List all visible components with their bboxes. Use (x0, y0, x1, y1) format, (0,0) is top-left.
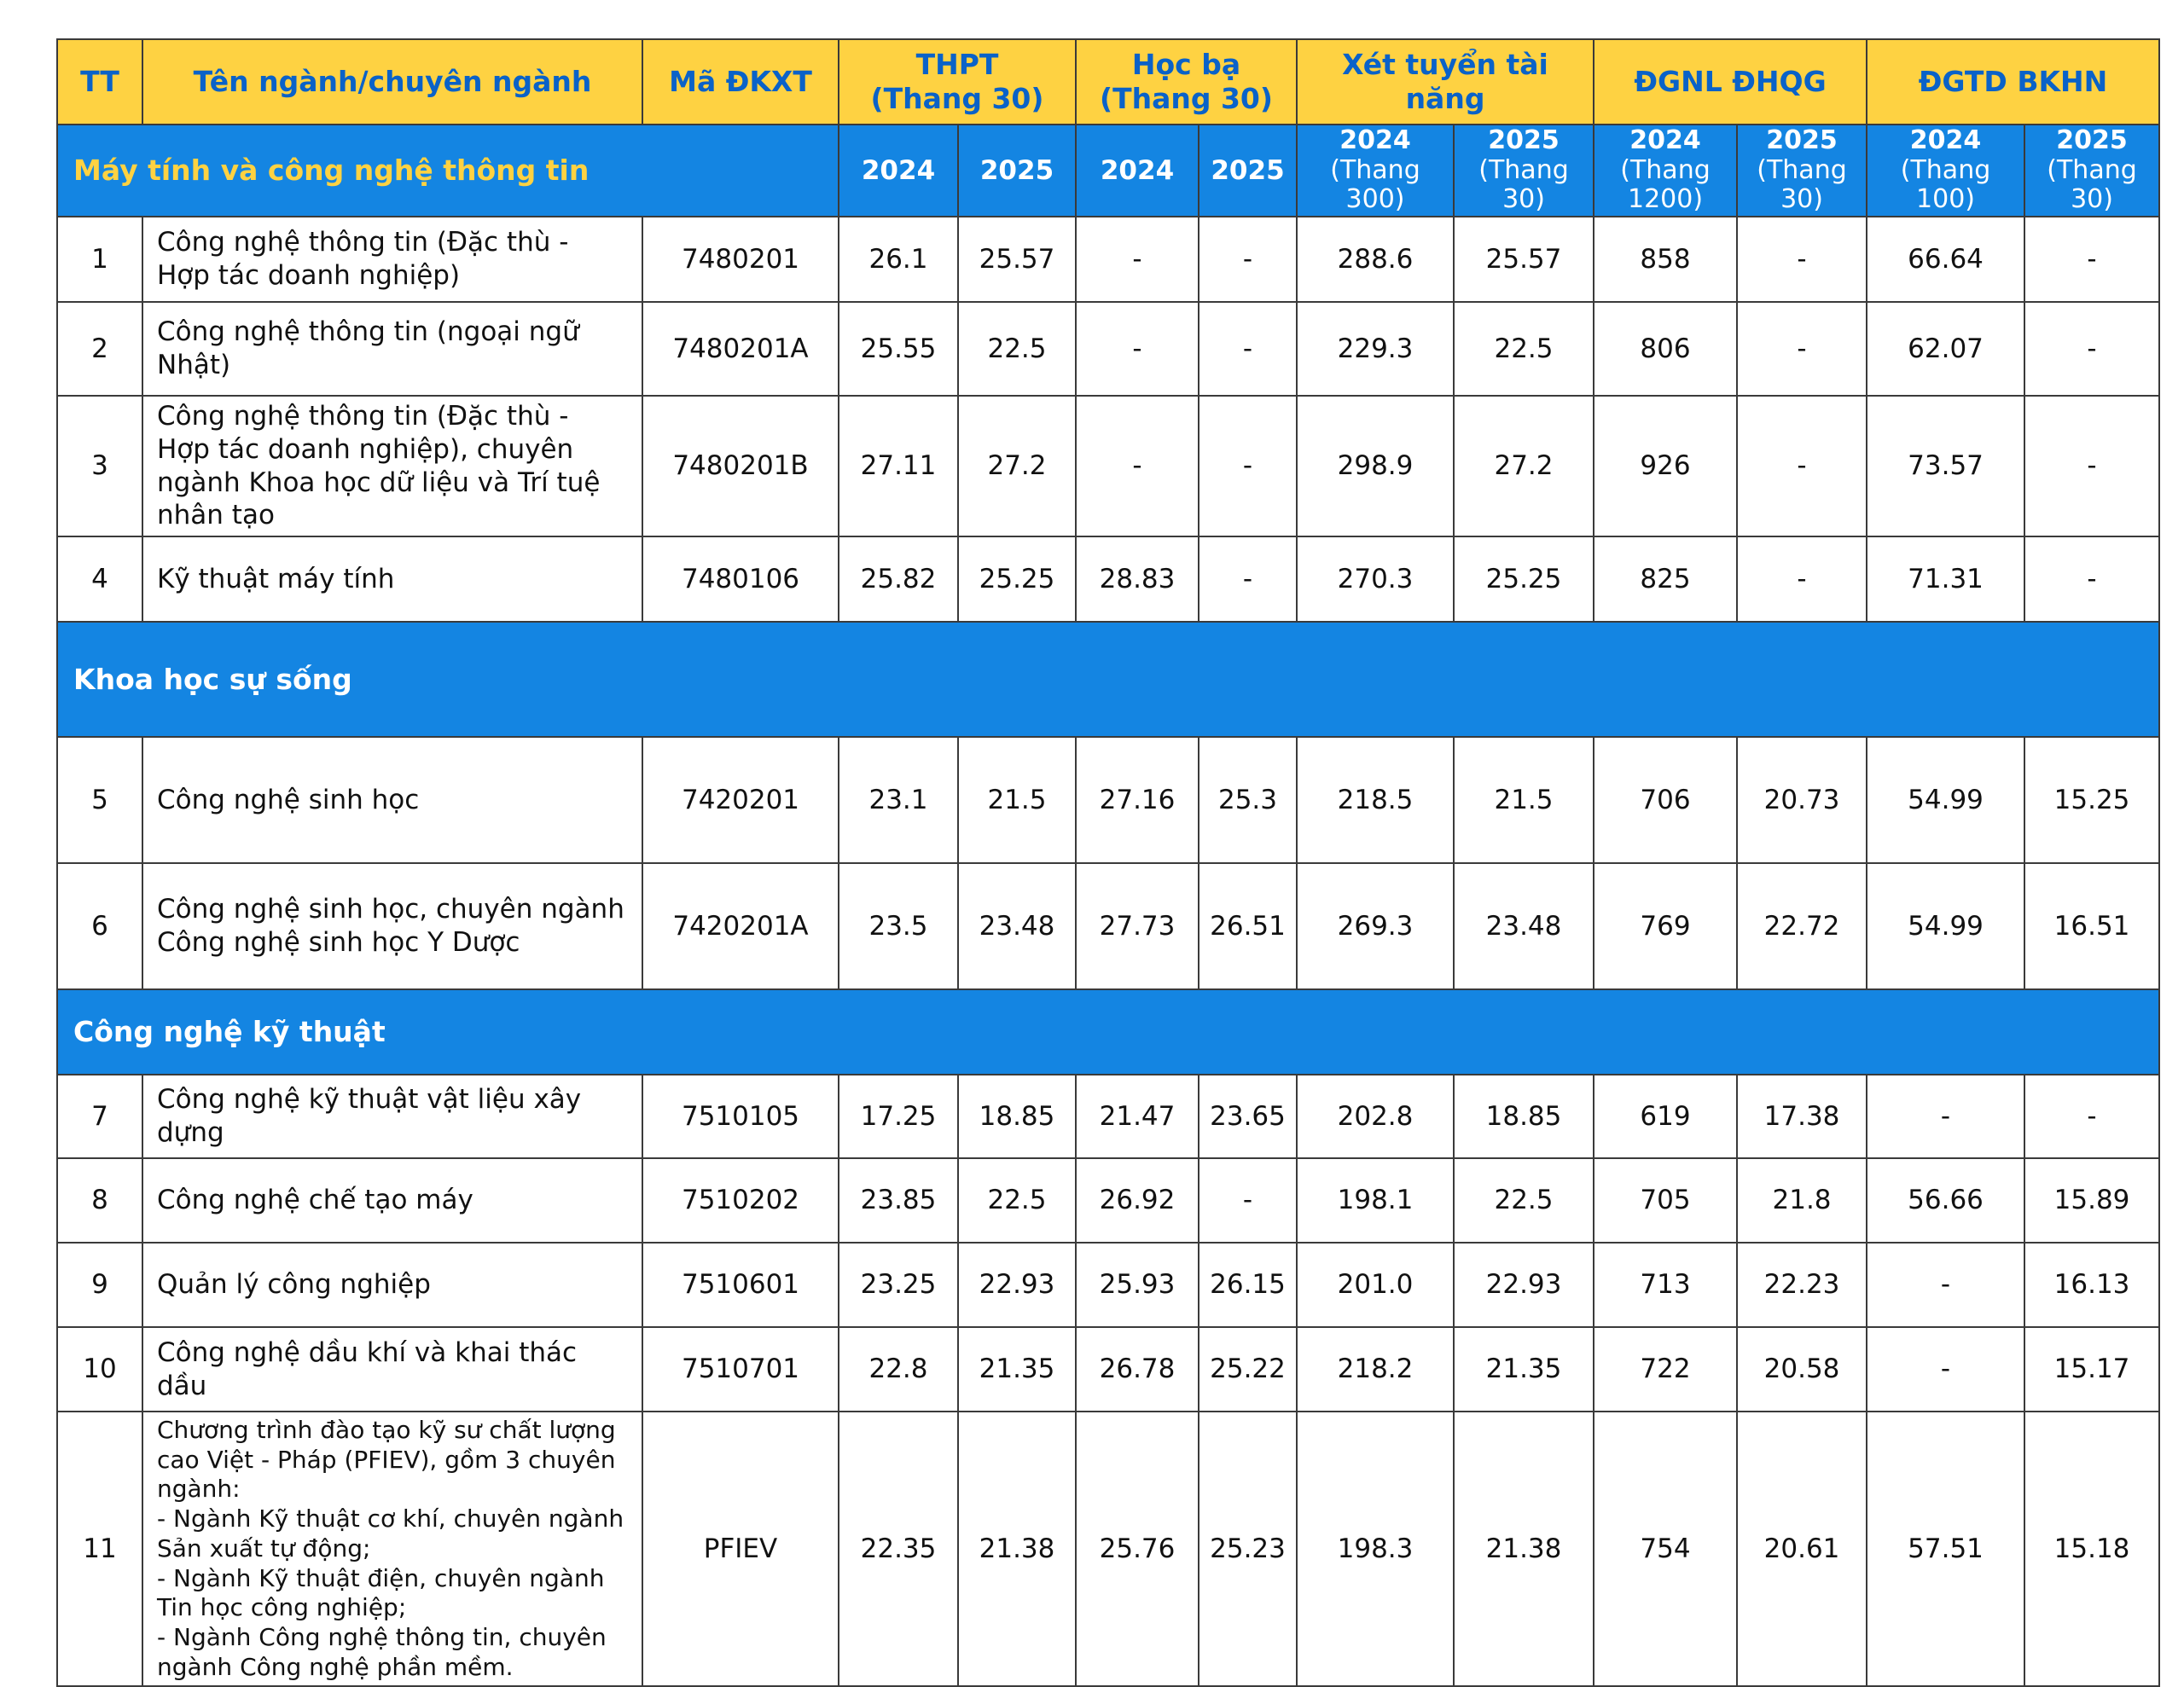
cell-code: 7510105 (642, 1075, 839, 1158)
cell-score-tainang-2024: 229.3 (1297, 302, 1454, 396)
year-hocba-2025: 2025 (1199, 125, 1297, 217)
cell-score-tainang-2024: 218.5 (1297, 737, 1454, 863)
cell-tt: 4 (57, 536, 142, 622)
hocba-scale: (Thang 30) (1100, 82, 1273, 115)
cell-score-hocba-2025: 26.51 (1199, 863, 1297, 989)
col-header-dgnl: ĐGNL ĐHQG (1594, 39, 1867, 125)
cell-score-thpt-2024: 23.1 (839, 737, 958, 863)
section-row (57, 622, 2159, 737)
cell-score-hocba-2025: 26.15 (1199, 1243, 1297, 1327)
cell-score-dgnl-2024: 858 (1594, 217, 1737, 302)
cell-tt: 3 (57, 396, 142, 536)
cell-score-dgnl-2025: 20.61 (1737, 1412, 1867, 1686)
cell-score-hocba-2025: 25.22 (1199, 1327, 1297, 1412)
cell-score-dgnl-2025: 22.72 (1737, 863, 1867, 989)
scale-label: (Thang 1200) (1620, 154, 1711, 215)
year-dgtd-2025 (2024, 125, 2159, 217)
cell-tt: 10 (57, 1327, 142, 1412)
cell-score-thpt-2024: 23.5 (839, 863, 958, 989)
cell-score-thpt-2024: 23.25 (839, 1243, 958, 1327)
cell-score-dgnl-2024: 706 (1594, 737, 1737, 863)
cell-score-thpt-2025: 18.85 (958, 1075, 1076, 1158)
cell-score-hocba-2025: - (1199, 396, 1297, 536)
cell-score-hocba-2024: 26.92 (1076, 1158, 1199, 1243)
section-title-it: Máy tính và công nghệ thông tin (57, 125, 839, 217)
cell-score-dgtd-2025: - (2024, 302, 2159, 396)
year-dgnl-2024 (1594, 125, 1737, 217)
cell-score-tainang-2025: 21.38 (1454, 1412, 1594, 1686)
cell-score-hocba-2025: - (1199, 302, 1297, 396)
cell-score-hocba-2024: 27.16 (1076, 737, 1199, 863)
cell-code: 7420201A (642, 863, 839, 989)
cell-score-dgnl-2025: - (1737, 536, 1867, 622)
cell-code: 7480201 (642, 217, 839, 302)
cell-score-thpt-2025: 22.5 (958, 302, 1076, 396)
cell-score-tainang-2025: 18.85 (1454, 1075, 1594, 1158)
cell-score-dgtd-2024: - (1867, 1327, 2024, 1412)
cell-score-thpt-2024: 27.11 (839, 396, 958, 536)
cell-score-thpt-2024: 25.82 (839, 536, 958, 622)
cell-score-hocba-2025: - (1199, 1158, 1297, 1243)
cell-score-tainang-2024: 270.3 (1297, 536, 1454, 622)
year-hocba-2024: 2024 (1076, 125, 1199, 217)
cell-score-dgtd-2024: 54.99 (1867, 863, 2024, 989)
cell-score-dgtd-2024: 54.99 (1867, 737, 2024, 863)
cell-score-dgnl-2024: 754 (1594, 1412, 1737, 1686)
cell-score-thpt-2025: 27.2 (958, 396, 1076, 536)
cell-score-dgtd-2025: 15.17 (2024, 1327, 2159, 1412)
cell-program-name: Công nghệ thông tin (Đặc thù - Hợp tác doanh nghiệp), chuyên ngành Khoa học dữ liệu và Trí tuệ nhân tạo (142, 396, 642, 536)
cell-program-name: Công nghệ sinh học (142, 737, 642, 863)
cell-score-hocba-2024: - (1076, 217, 1199, 302)
cell-score-tainang-2024: 198.3 (1297, 1412, 1454, 1686)
table-row (57, 217, 2159, 302)
cell-score-dgtd-2025: - (2024, 536, 2159, 622)
year-dgtd-2024 (1867, 125, 2024, 217)
cell-score-thpt-2024: 22.35 (839, 1412, 958, 1686)
cell-score-dgtd-2024: 66.64 (1867, 217, 2024, 302)
year-label: 2025 (1488, 125, 1560, 156)
cell-score-tainang-2025: 23.48 (1454, 863, 1594, 989)
cell-score-dgtd-2024: 57.51 (1867, 1412, 2024, 1686)
cell-score-thpt-2025: 22.5 (958, 1158, 1076, 1243)
year-label: 2025 (2056, 125, 2128, 156)
cell-score-thpt-2025: 21.35 (958, 1327, 1076, 1412)
section-title-life-sciences: Khoa học sự sống (57, 622, 2159, 737)
table-row (57, 1412, 2159, 1686)
cell-code: 7510601 (642, 1243, 839, 1327)
cell-code: 7510202 (642, 1158, 839, 1243)
cell-score-dgnl-2024: 722 (1594, 1327, 1737, 1412)
cell-score-dgnl-2025: 21.8 (1737, 1158, 1867, 1243)
cell-score-dgtd-2025: - (2024, 217, 2159, 302)
cell-score-tainang-2025: 25.25 (1454, 536, 1594, 622)
cell-score-tainang-2024: 298.9 (1297, 396, 1454, 536)
cell-score-dgnl-2024: 619 (1594, 1075, 1737, 1158)
cell-score-dgtd-2025: 16.13 (2024, 1243, 2159, 1327)
cell-score-tainang-2025: 22.93 (1454, 1243, 1594, 1327)
program-name-line: Chương trình đào tạo kỹ sư chất lượng cao Việt - Pháp (PFIEV), gồm 3 chuyên ngành: (157, 1416, 616, 1504)
section-row (57, 989, 2159, 1075)
year-dgnl-2025 (1737, 125, 1867, 217)
cell-score-tainang-2025: 22.5 (1454, 1158, 1594, 1243)
cell-score-dgnl-2025: - (1737, 302, 1867, 396)
cell-score-dgnl-2024: 705 (1594, 1158, 1737, 1243)
cell-score-tainang-2024: 269.3 (1297, 863, 1454, 989)
cell-score-dgnl-2025: - (1737, 396, 1867, 536)
cell-tt: 9 (57, 1243, 142, 1327)
cell-score-dgnl-2025: 22.23 (1737, 1243, 1867, 1327)
cell-score-thpt-2024: 25.55 (839, 302, 958, 396)
year-label: 2024 (1339, 125, 1411, 156)
cell-score-tainang-2024: 201.0 (1297, 1243, 1454, 1327)
cell-score-hocba-2024: 28.83 (1076, 536, 1199, 622)
cell-program-name: Công nghệ thông tin (Đặc thù - Hợp tác doanh nghiệp) (142, 217, 642, 302)
cell-code: 7420201 (642, 737, 839, 863)
cell-tt: 11 (57, 1412, 142, 1686)
hocba-label: Học bạ (1131, 48, 1241, 82)
year-thpt-2024: 2024 (839, 125, 958, 217)
cell-code: 7510701 (642, 1327, 839, 1412)
header-row (57, 39, 2159, 125)
cell-score-dgtd-2025: 15.89 (2024, 1158, 2159, 1243)
program-name-line: - Ngành Kỹ thuật điện, chuyên ngành Tin học công nghiệp; (157, 1563, 605, 1622)
cell-code: PFIEV (642, 1412, 839, 1686)
cell-score-dgtd-2025: 15.18 (2024, 1412, 2159, 1686)
cell-score-hocba-2025: - (1199, 536, 1297, 622)
program-name-line: - Ngành Công nghệ thông tin, chuyên ngành Công nghệ phần mềm. (157, 1623, 607, 1681)
cell-score-hocba-2024: 25.93 (1076, 1243, 1199, 1327)
table-row (57, 1243, 2159, 1327)
cell-score-hocba-2024: - (1076, 302, 1199, 396)
cell-score-dgnl-2024: 713 (1594, 1243, 1737, 1327)
cell-score-dgtd-2024: 73.57 (1867, 396, 2024, 536)
scale-label: (Thang 30) (2047, 154, 2137, 215)
table-row (57, 737, 2159, 863)
col-header-hocba (1076, 39, 1297, 125)
cell-score-thpt-2025: 25.57 (958, 217, 1076, 302)
cell-score-hocba-2024: 27.73 (1076, 863, 1199, 989)
cell-score-thpt-2025: 22.93 (958, 1243, 1076, 1327)
cell-program-name: Công nghệ dầu khí và khai thác dầu (142, 1327, 642, 1412)
cell-score-dgtd-2024: 71.31 (1867, 536, 2024, 622)
table-row (57, 396, 2159, 536)
subheader-row (57, 125, 2159, 217)
cell-score-dgnl-2025: 20.58 (1737, 1327, 1867, 1412)
cell-score-thpt-2025: 25.25 (958, 536, 1076, 622)
cell-score-tainang-2025: 25.57 (1454, 217, 1594, 302)
year-tn-2025 (1454, 125, 1594, 217)
year-tn-2024 (1297, 125, 1454, 217)
cell-program-name: Công nghệ thông tin (ngoại ngữ Nhật) (142, 302, 642, 396)
cell-score-dgnl-2025: 20.73 (1737, 737, 1867, 863)
cell-score-hocba-2025: 25.23 (1199, 1412, 1297, 1686)
cell-tt: 1 (57, 217, 142, 302)
cell-score-thpt-2025: 21.38 (958, 1412, 1076, 1686)
program-name-line: - Ngành Kỹ thuật cơ khí, chuyên ngành Sản xuất tự động; (157, 1504, 624, 1562)
year-thpt-2025: 2025 (958, 125, 1076, 217)
col-header-code: Mã ĐKXT (642, 39, 839, 125)
cell-score-hocba-2024: 21.47 (1076, 1075, 1199, 1158)
cell-tt: 8 (57, 1158, 142, 1243)
cell-score-dgtd-2025: - (2024, 1075, 2159, 1158)
cell-score-hocba-2025: - (1199, 217, 1297, 302)
cell-score-tainang-2024: 218.2 (1297, 1327, 1454, 1412)
table-row (57, 1327, 2159, 1412)
table-row (57, 302, 2159, 396)
cell-score-dgtd-2025: - (2024, 396, 2159, 536)
cell-score-dgtd-2024: 62.07 (1867, 302, 2024, 396)
cell-score-dgnl-2025: 17.38 (1737, 1075, 1867, 1158)
cell-score-tainang-2024: 288.6 (1297, 217, 1454, 302)
cell-score-thpt-2025: 21.5 (958, 737, 1076, 863)
thpt-scale: (Thang 30) (870, 82, 1044, 115)
section-title-engineering: Công nghệ kỹ thuật (57, 989, 2159, 1075)
col-header-name: Tên ngành/chuyên ngành (142, 39, 642, 125)
cell-score-dgnl-2024: 769 (1594, 863, 1737, 989)
cell-program-name: Công nghệ chế tạo máy (142, 1158, 642, 1243)
table-row (57, 863, 2159, 989)
cell-tt: 6 (57, 863, 142, 989)
cell-code: 7480201A (642, 302, 839, 396)
col-header-thpt (839, 39, 1076, 125)
cell-score-tainang-2024: 202.8 (1297, 1075, 1454, 1158)
year-label: 2024 (1629, 125, 1701, 156)
year-label: 2025 (1766, 125, 1838, 156)
cell-score-hocba-2025: 23.65 (1199, 1075, 1297, 1158)
cell-score-dgtd-2025: 16.51 (2024, 863, 2159, 989)
cell-score-dgtd-2024: - (1867, 1075, 2024, 1158)
cell-score-dgtd-2024: 56.66 (1867, 1158, 2024, 1243)
scale-label: (Thang 100) (1900, 154, 1991, 215)
cell-score-tainang-2025: 22.5 (1454, 302, 1594, 396)
scale-label: (Thang 30) (1478, 154, 1569, 215)
cell-score-thpt-2024: 26.1 (839, 217, 958, 302)
cell-score-hocba-2024: 26.78 (1076, 1327, 1199, 1412)
cell-program-name: Quản lý công nghiệp (142, 1243, 642, 1327)
table-row (57, 536, 2159, 622)
table-row (57, 1075, 2159, 1158)
cell-score-dgtd-2024: - (1867, 1243, 2024, 1327)
thpt-label: THPT (915, 48, 999, 82)
cell-program-name: Công nghệ sinh học, chuyên ngành Công nghệ sinh học Y Dược (142, 863, 642, 989)
cell-score-hocba-2024: - (1076, 396, 1199, 536)
cell-score-tainang-2024: 198.1 (1297, 1158, 1454, 1243)
col-header-tt: TT (57, 39, 142, 125)
cell-program-name: Kỹ thuật máy tính (142, 536, 642, 622)
col-header-dgtd: ĐGTD BKHN (1867, 39, 2159, 125)
admission-scores-table (56, 38, 2160, 1687)
scale-label: (Thang 300) (1330, 154, 1420, 215)
cell-tt: 5 (57, 737, 142, 863)
cell-score-thpt-2024: 22.8 (839, 1327, 958, 1412)
cell-score-dgtd-2025: 15.25 (2024, 737, 2159, 863)
cell-score-hocba-2024: 25.76 (1076, 1412, 1199, 1686)
cell-score-dgnl-2024: 825 (1594, 536, 1737, 622)
cell-code: 7480106 (642, 536, 839, 622)
cell-score-tainang-2025: 21.35 (1454, 1327, 1594, 1412)
cell-score-thpt-2024: 17.25 (839, 1075, 958, 1158)
cell-score-tainang-2025: 21.5 (1454, 737, 1594, 863)
cell-score-dgnl-2025: - (1737, 217, 1867, 302)
cell-code: 7480201B (642, 396, 839, 536)
cell-program-name (142, 1412, 642, 1686)
col-header-tainang: Xét tuyển tài năng (1297, 39, 1594, 125)
year-label: 2024 (1909, 125, 1982, 156)
cell-score-dgnl-2024: 806 (1594, 302, 1737, 396)
cell-score-dgnl-2024: 926 (1594, 396, 1737, 536)
cell-program-name: Công nghệ kỹ thuật vật liệu xây dựng (142, 1075, 642, 1158)
scale-label: (Thang 30) (1757, 154, 1847, 215)
cell-tt: 7 (57, 1075, 142, 1158)
table-row (57, 1158, 2159, 1243)
cell-score-thpt-2024: 23.85 (839, 1158, 958, 1243)
cell-score-tainang-2025: 27.2 (1454, 396, 1594, 536)
cell-score-thpt-2025: 23.48 (958, 863, 1076, 989)
cell-score-hocba-2025: 25.3 (1199, 737, 1297, 863)
cell-tt: 2 (57, 302, 142, 396)
